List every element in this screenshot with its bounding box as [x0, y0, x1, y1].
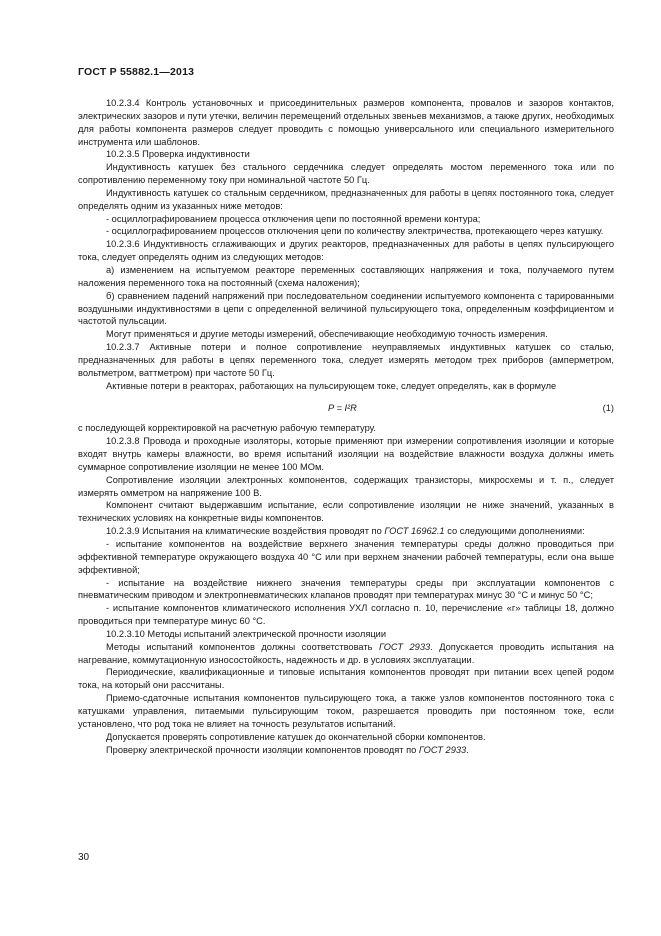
formula-row: [78, 396, 614, 422]
paragraph: - осциллографированием процессов отключения цепи по количеству электричества, протекающего через катушку.: [106, 226, 604, 237]
paragraph: Приемо-сдаточные испытания компонентов пульсирующего тока, а также узлов компонентов постоянного тока с катушками управления, питаемыми пульсирующим током, разрешается проводить при постоянном токе, если установлено, что род тока не влияет на точность результатов испытаний.: [78, 693, 614, 729]
paragraph: 10.2.3.6 Индуктивность сглаживающих и других реакторов, предназначенных для работы в цепях пульсирующего тока, следует определять одним из следующих методов:: [78, 239, 614, 263]
standard-reference: ГОСТ 2933: [418, 744, 467, 755]
paragraph: 10.2.3.8 Провода и проходные изоляторы, которые применяют при измерении сопротивления изоляции и которые входят внутрь камеры влажности, во время испытаний изоляции на воздействие влажности воздуха должны иметь суммарное сопротивление изоляции не менее 100 МОм.: [78, 436, 614, 472]
paragraph: Могут применяться и другие методы измерений, обеспечивающие необходимую точность измерения.: [106, 329, 548, 340]
paragraph: Допускается проверять сопротивление катушек до окончательной сборки компонентов.: [106, 731, 486, 742]
paragraph: б) сравнением падений напряжений при последовательном соединении испытуемого компонента с тарированными воздушными индуктивностями в цепи с определенной величиной пульсирующего тока, определенным коэффициентом и частотой пульсации.: [78, 290, 614, 327]
paragraph: Проверку электрической прочности изоляции компонентов проводят по ГОСТ 2933.: [106, 744, 469, 755]
paragraph: 10.2.3.7 Активные потери и полное сопротивление неуправляемых индуктивных катушек со сталью, предназначенных для работы в цепях переменного тока, следует измерять методом трех приборов (амперметром, вольтметром, ваттметром) при частоте 50 Гц.: [78, 342, 614, 378]
paragraph: Индуктивность катушек со стальным сердечником, предназначенных для работы в цепях постоянного тока, следует определять одним из указанных ниже методов:: [78, 187, 614, 211]
standard-reference: ГОСТ 2933: [378, 641, 431, 652]
paragraph: 10.2.3.4 Контроль установочных и присоединительных размеров компонента, провалов и зазоров контактов, электрических зазоров и пути утечки, величин перемещений отдельных звеньев механизмов, а также других, необходимых для работы компонента размеров следует проводить с помощью универсального или специального измерительного инструмента или шаблонов.: [78, 98, 614, 147]
standard-reference: ГОСТ 16962.1: [384, 526, 445, 537]
paragraphs-after-formula: [78, 422, 614, 756]
paragraph: 10.2.3.5 Проверка индуктивности: [106, 149, 250, 160]
paragraph: Методы испытаний компонентов должны соответствовать ГОСТ 2933. Допускается проводить испытания на нагревание, коммутационную износостойкость, надежность и др. в условиях эксплуатации.: [78, 641, 614, 665]
page-number: 30: [78, 852, 90, 863]
paragraph: - испытание компонентов на воздействие верхнего значения температуры среды должно проводиться при эффективной температуре окружающего воздуха 40 °С или при верхнем значении рабочей температуры, если она выше эффективной;: [78, 539, 614, 575]
paragraph: - испытание компонентов климатического исполнения УХЛ согласно п. 10, перечисление «г» таблицы 18, должно проводиться при температуре минус 60 °С.: [78, 603, 614, 627]
paragraph: - испытание на воздействие нижнего значения температуры среды при эксплуатации компонентов с пневматическим приводом и электропневматических клапанов проводят при температурах минус 30 °С и минус 50 °С;: [78, 577, 614, 601]
paragraph: Компонент считают выдержавшим испытание, если сопротивление изоляции не ниже значений, указанных в технических условиях на конкретные виды компонентов.: [78, 500, 614, 524]
paragraph: 10.2.3.10 Методы испытаний электрической прочности изоляции: [106, 628, 387, 639]
paragraph: Индуктивность катушек без стального сердечника следует определять мостом переменного тока или по сопротивлению переменному току при номинальной частоте 50 Гц.: [78, 162, 614, 186]
paragraph: Сопротивление изоляции электронных компонентов, содержащих транзисторы, микросхемы и т. п., следует измерять омметром на напряжение 100 В.: [78, 474, 614, 498]
paragraph: Периодические, квалификационные и типовые испытания компонентов проводят при питании всех цепей родом тока, на который они рассчитаны.: [78, 667, 614, 691]
paragraph: 10.2.3.9 Испытания на климатические воздействия проводят по ГОСТ 16962.1 со следующими дополнениями:: [106, 526, 585, 537]
paragraphs-before-formula: [78, 97, 614, 392]
document-body: [78, 97, 614, 756]
paragraph: - осциллографированием процесса отключения цепи по постоянной времени контура;: [106, 213, 481, 224]
paragraph: с последующей корректировкой на расчетную рабочую температуру.: [78, 423, 376, 434]
paragraph: а) изменением на испытуемом реакторе переменных составляющих напряжения и тока, получаемого путем наложения переменного тока на постоянный (схема наложения);: [78, 264, 614, 288]
formula-expression: P = I²R: [328, 403, 357, 414]
document-header: ГОСТ Р 55882.1—2013: [78, 66, 195, 78]
paragraph: Активные потери в реакторах, работающих на пульсирующем токе, следует определять, как в формуле: [106, 380, 557, 391]
formula-number: (1): [602, 403, 614, 414]
